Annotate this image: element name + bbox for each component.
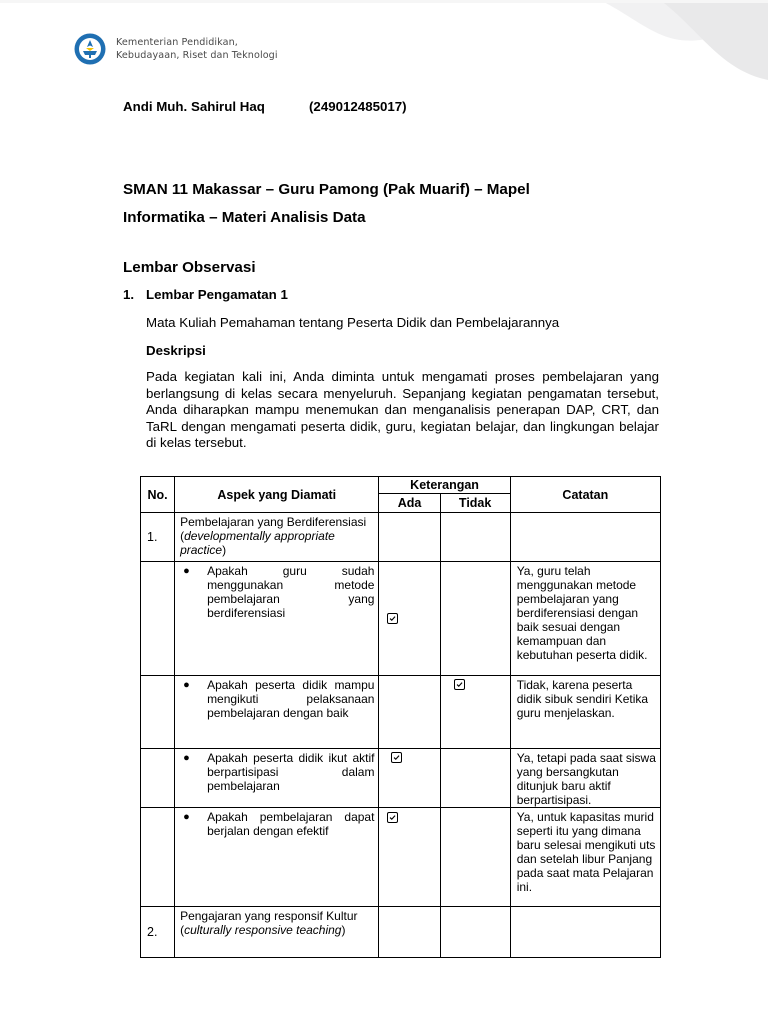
catatan-cell: Ya, untuk kapasitas murid seperti itu yang dimana baru selesai mengikuti uts dan setelah libur Panjang pada saat mata Pelajaran ini. [510,808,660,907]
aspect-item-text: Apakah pembelajaran dapat berjalan dengan efektif [207,810,375,838]
aspect-category [175,907,379,958]
aspect-item [175,749,379,808]
header-aspek: Aspek yang Diamati [175,477,379,513]
ministry-name [116,36,278,62]
tidak-cell [440,513,510,562]
aspect-category [175,513,379,562]
table-row [141,749,661,808]
student-nim: (249012485017) [309,99,407,114]
bullet-icon: ● [183,565,190,577]
catatan-cell [510,513,660,562]
aspect-italic: culturally responsive teaching [184,923,342,937]
table-header-row [141,477,661,494]
checked-box-icon[interactable] [387,613,398,624]
header-ada: Ada [379,494,440,513]
aspect-end: ) [222,543,227,557]
heading-line2: Informatika – Materi Analisis Data [123,209,366,226]
bullet-icon: ● [183,811,190,823]
aspect-item [175,676,379,749]
subsection-number: 1. [123,287,135,302]
ada-cell[interactable] [379,808,440,907]
description-paragraph: Pada kegiatan kali ini, Anda diminta untuk mengamati proses pembelajaran yang berlangsung di kelas secara menyeluruh. Sepanjang kegiatan pengamatan tersebut, Anda diharapkan mampu menemukan dan menganalisis penerapan DAP, CRT, dan TaRL dengan mengamati peserta didik, guru, kegiatan belajar, dan lingkungan belajar di kelas tersebut. [146,369,659,450]
ada-cell [379,907,440,958]
checked-box-icon[interactable] [454,679,465,690]
row-number [141,676,175,749]
course-name: Mata Kuliah Pemahaman tentang Peserta Didik dan Pembelajarannya [146,315,560,330]
observation-table [140,476,661,958]
ministry-name-line1: Kementerian Pendidikan, [116,37,238,48]
aspect-item [175,562,379,676]
bullet-icon: ● [183,679,190,691]
ada-cell[interactable] [379,749,440,808]
row-number: 1. [141,513,175,562]
bullet-icon: ● [183,752,190,764]
row-number [141,562,175,676]
table-row [141,562,661,676]
description-label: Deskripsi [146,343,206,358]
ada-cell[interactable] [379,676,440,749]
catatan-cell: Ya, guru telah menggunakan metode pembelajaran yang berdiferensiasi dengan baik sesuai dengan kemampuan dan kebutuhan peserta didik. [510,562,660,676]
aspect-end: ) [341,923,346,937]
ada-cell[interactable] [379,562,440,676]
catatan-cell: Tidak, karena peserta didik sibuk sendiri Ketika guru menjelaskan. [510,676,660,749]
tidak-cell[interactable] [440,808,510,907]
row-number [141,749,175,808]
aspect-italic: developmentally appropriate practice [180,529,335,557]
row-number [141,808,175,907]
aspect-text: Pengajaran yang responsif Kultur ( [180,909,358,937]
catatan-cell: Ya, tetapi pada saat siswa yang bersangkutan ditunjuk baru aktif berpartisipasi. [510,749,660,808]
row-number: 2. [141,907,175,958]
section-title: Lembar Observasi [123,259,256,276]
catatan-cell [510,907,660,958]
aspect-item-text: Apakah peserta didik ikut aktif berpartisipasi dalam pembelajaran [207,751,375,793]
student-identity [123,99,407,114]
tut-wuri-handayani-emblem-icon [74,33,106,65]
tidak-cell[interactable] [440,562,510,676]
tidak-cell[interactable] [440,749,510,808]
table-row [141,513,661,562]
checked-box-icon[interactable] [387,812,398,823]
subsection-title [123,287,288,302]
subsection-label: Lembar Pengamatan 1 [146,287,288,302]
aspect-text: Pembelajaran yang Berdiferensiasi ( [180,515,367,543]
tidak-cell[interactable] [440,676,510,749]
ministry-logo [74,33,278,65]
checked-box-icon[interactable] [391,752,402,763]
ada-cell [379,513,440,562]
header-catatan: Catatan [510,477,660,513]
ministry-name-line2: Kebudayaan, Riset dan Teknologi [116,50,278,61]
table-row [141,676,661,749]
header-keterangan: Keterangan [379,477,510,494]
table-row [141,907,661,958]
header-tidak: Tidak [440,494,510,513]
aspect-item [175,808,379,907]
table-row [141,808,661,907]
header-no: No. [141,477,175,513]
document-heading [123,176,643,232]
aspect-item-text: Apakah peserta didik mampu mengikuti pelaksanaan pembelajaran dengan baik [207,678,375,720]
heading-line1: SMAN 11 Makassar – Guru Pamong (Pak Muarif) – Mapel [123,181,530,198]
student-name: Andi Muh. Sahirul Haq [123,99,265,114]
aspect-item-text: Apakah guru sudah menggunakan metode pembelajaran yang berdiferensiasi [207,564,375,620]
tidak-cell [440,907,510,958]
